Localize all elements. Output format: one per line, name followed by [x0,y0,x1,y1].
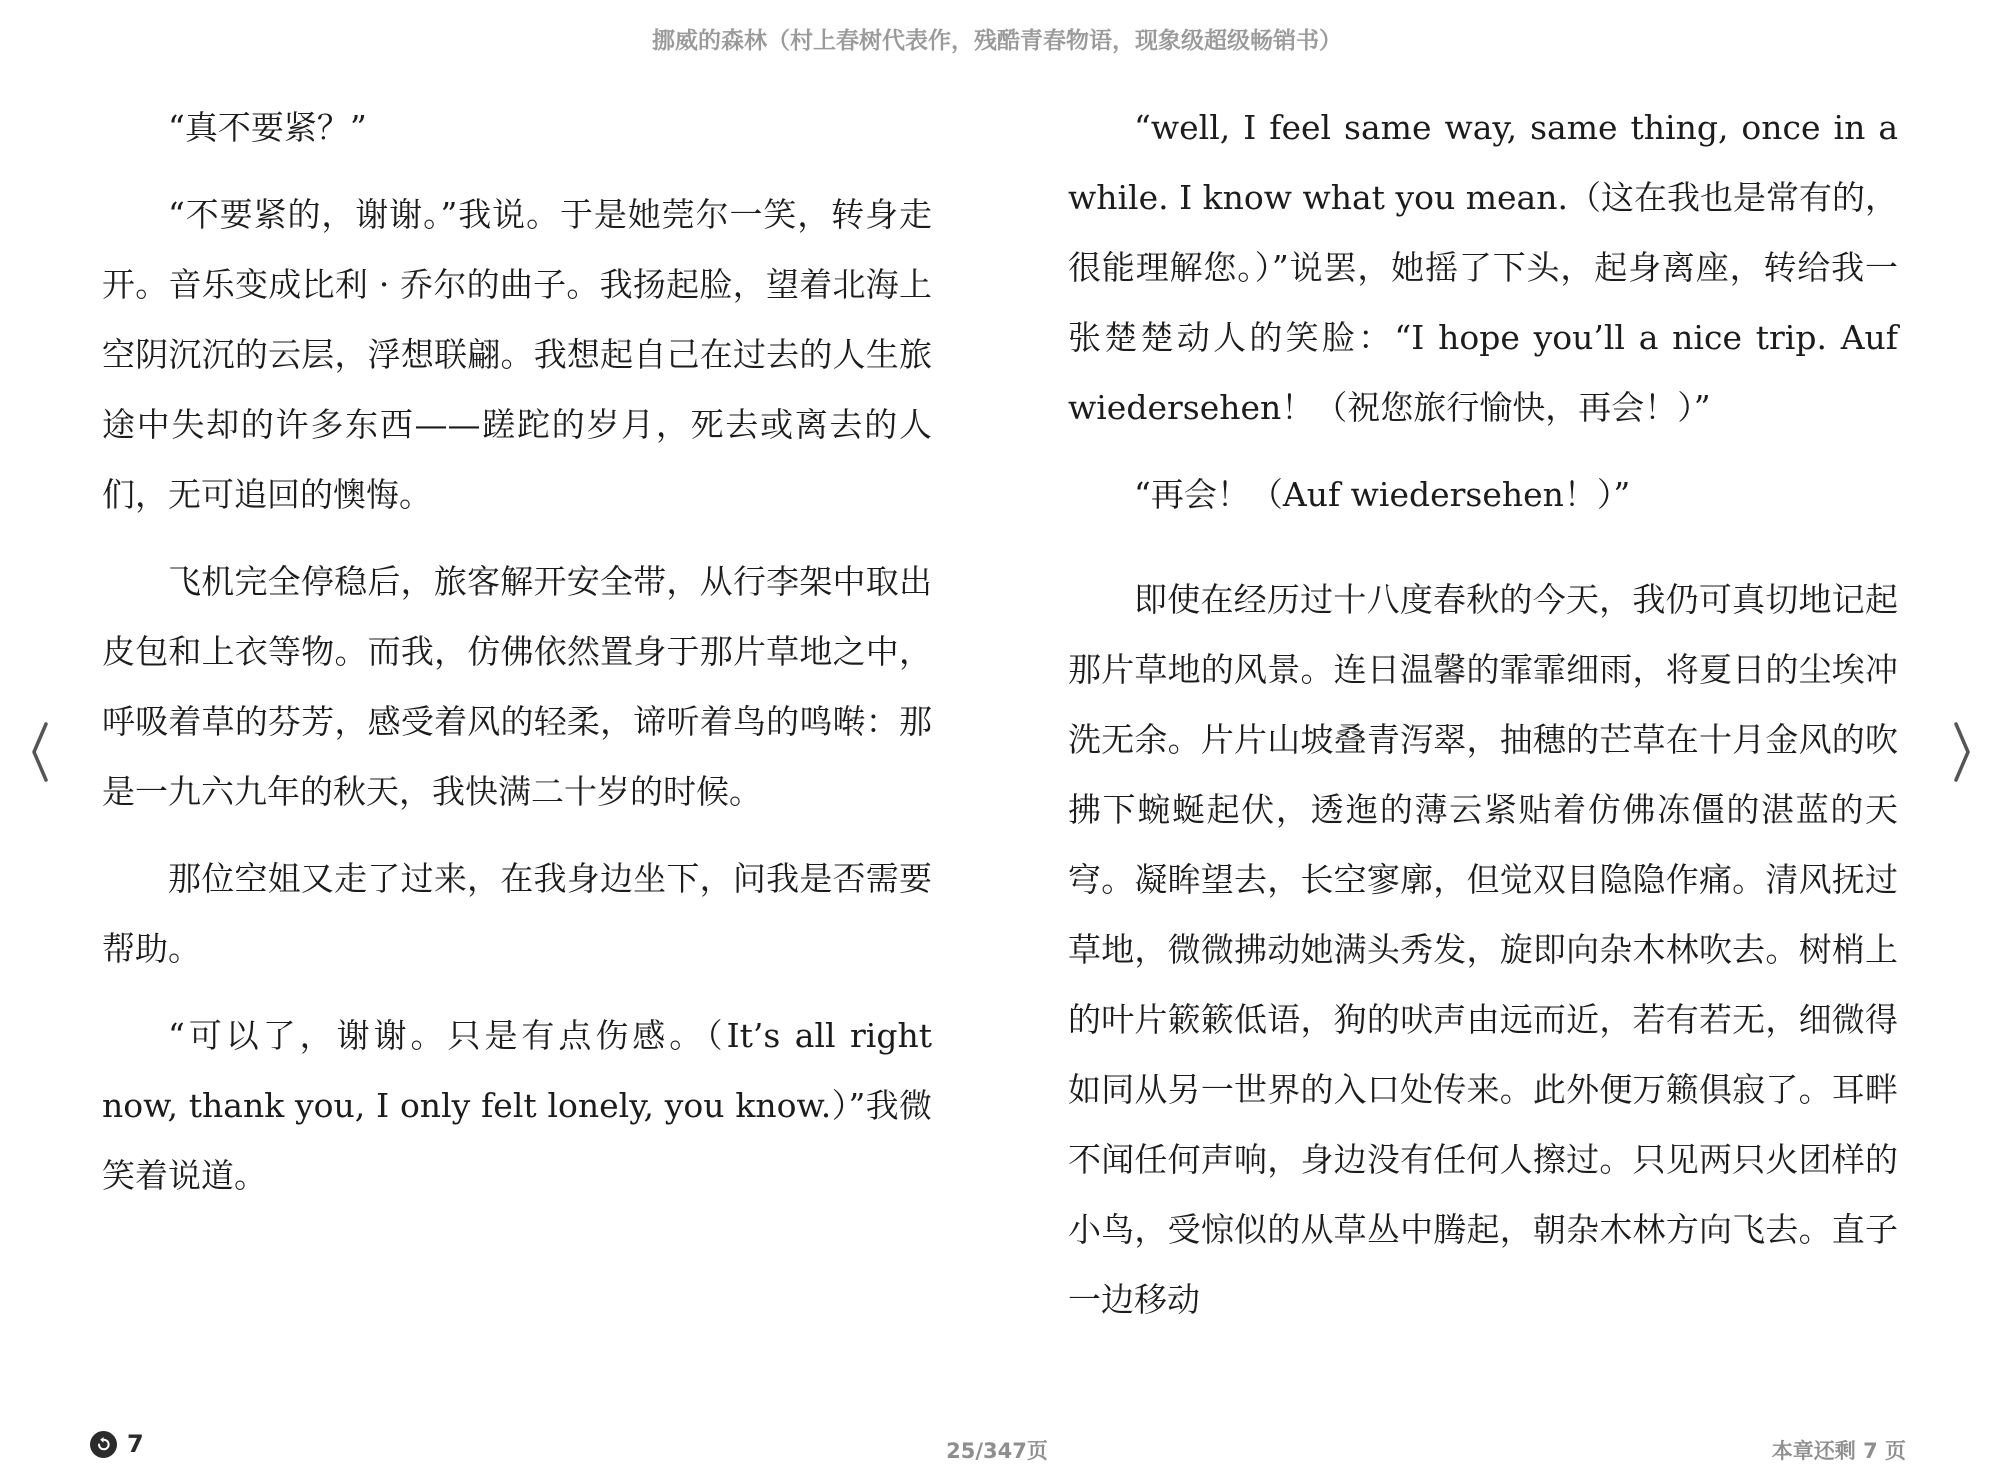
paragraph: “可以了，谢谢。只是有点伤感。（It’s all right now, thank you, I only felt lonely, you know.）”我微笑着说道。 [102,1016,932,1195]
back-count: 7 [127,1430,144,1458]
chapter-remaining: 本章还剩 7 页 [1771,1439,1906,1463]
paragraph: “真不要紧？” [168,108,367,147]
right-page [1068,93,1898,1352]
previous-page-button[interactable] [20,712,60,792]
page-indicator: 25/347页 [946,1439,1048,1463]
left-page [102,93,932,1228]
paragraph: 即使在经历过十八度春秋的今天，我仍可真切地记起那片草地的风景。连日温馨的霏霏细雨，将夏日的尘埃冲洗无余。片片山坡叠青泻翠，抽穗的芒草在十月金风的吹拂下蜿蜒起伏，透迤的薄云紧贴着仿佛冻僵的湛蓝的天穹。凝眸望去，长空寥廓，但觉双目隐隐作痛。清风抚过草地，微微拂动她满头秀发，旋即向杂木林吹去。树梢上的叶片簌簌低语，狗的吠声由远而近，若有若无，细微得如同从另一世界的入口处传来。此外便万籁俱寂了。耳畔不闻任何声响，身边没有任何人擦过。只见两只火团样的小鸟，受惊似的从草丛中腾起，朝杂木林方向飞去。直子一边移动 [1068,580,1898,1319]
paragraph: “well, I feel same way, same thing, once in a while. I know what you mean.（这在我也是常有的，很能理解您。）”说罢，她摇了下头，起身离座，转给我一张楚楚动人的笑脸：“I hope you’ll a nice trip. Auf wiedersehen！（祝您旅行愉快，再会！）” [1068,108,1898,427]
chevron-left-icon [30,722,50,782]
chevron-right-icon [1952,722,1972,782]
paragraph: 那位空姐又走了过来，在我身边坐下，问我是否需要帮助。 [102,859,932,968]
paragraph: 飞机完全停稳后，旅客解开安全带，从行李架中取出皮包和上衣等物。而我，仿佛依然置身于那片草地之中，呼吸着草的芬芳，感受着风的轻柔，谛听着鸟的鸣啭：那是一九六九年的秋天，我快满二十岁的时候。 [102,562,932,811]
next-page-button[interactable] [1942,712,1982,792]
book-title: 挪威的森林（村上春树代表作，残酷青春物语，现象级超级畅销书） [652,28,1342,54]
paragraph: “不要紧的，谢谢。”我说。于是她莞尔一笑，转身走开。音乐变成比利 · 乔尔的曲子。我扬起脸，望着北海上空阴沉沉的云层，浮想联翩。我想起自己在过去的人生旅途中失却的许多东西——蹉跎的岁月，死去或离去的人们，无可追回的懊悔。 [102,195,932,514]
paragraph: “再会！（Auf wiedersehen！）” [1134,475,1631,514]
